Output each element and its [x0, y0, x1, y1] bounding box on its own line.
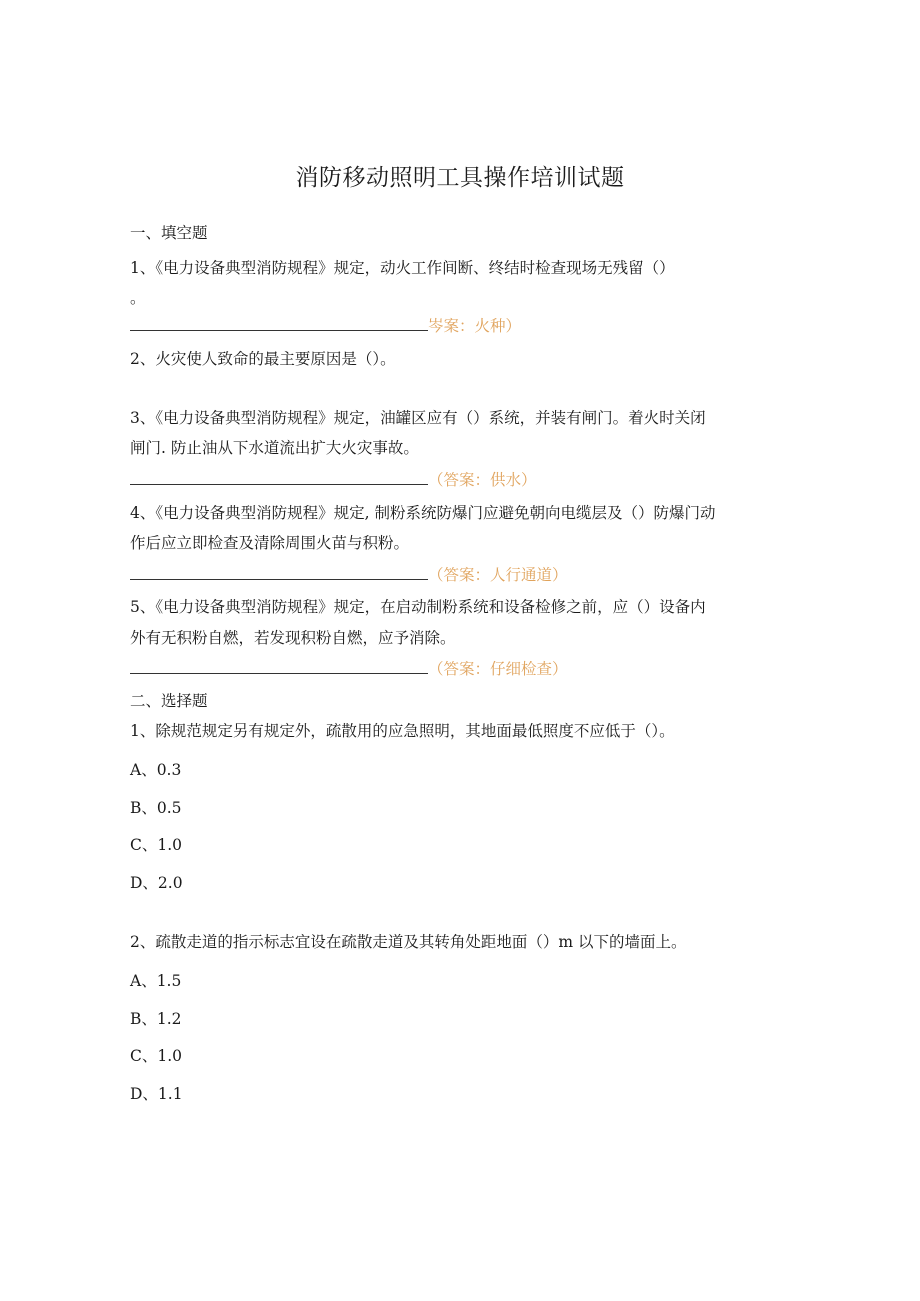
question-5-answer: （答案：仔细检查） — [428, 660, 568, 678]
answer-blank — [130, 470, 428, 485]
choice-1-option-c: C、1.0 — [130, 836, 183, 854]
question-3-line-2: 闸门. 防止油从下水道流出扩大火灾事故。 — [130, 439, 419, 457]
question-5-line-1: 5、《电力设备典型消防规程》规定，在启动制粉系统和设备检修之前，应（）设备内 — [130, 598, 706, 616]
question-1-answer: 岑案：火种） — [428, 317, 522, 335]
question-4-line-1: 4、《电力设备典型消防规程》规定, 制粉系统防爆门应避免朝向电缆层及（）防爆门动 — [130, 504, 716, 522]
answer-blank — [130, 316, 428, 331]
page-title: 消防移动照明工具操作培训试题 — [295, 165, 625, 191]
question-3-answer-row — [130, 469, 537, 491]
choice-question-2-stem: 2、疏散走道的指示标志宜设在疏散走道及其转角处距地面（）m 以下的墙面上。 — [130, 933, 687, 951]
question-4-answer: （答案：人行通道） — [428, 566, 568, 584]
question-1-answer-row — [130, 315, 521, 337]
question-1-line-2: 。 — [130, 289, 146, 307]
choice-2-option-c: C、1.0 — [130, 1047, 183, 1065]
section-heading-choice: 二、选择题 — [130, 692, 208, 710]
choice-2-option-b: B、1.2 — [130, 1010, 182, 1028]
choice-question-1-stem: 1、除规范规定另有规定外，疏散用的应急照明，其地面最低照度不应低于（）。 — [130, 722, 675, 740]
question-1-line-1: 1、《电力设备典型消防规程》规定，动火工作间断、终结时检查现场无残留（） — [130, 259, 675, 277]
choice-1-option-d: D、2.0 — [130, 874, 183, 892]
question-5-line-2: 外有无积粉自燃，若发现积粉自燃，应予消除。 — [130, 629, 456, 647]
choice-2-option-a: A、1.5 — [130, 972, 182, 990]
question-4-answer-row — [130, 564, 568, 586]
question-2-line-1: 2、火灾使人致命的最主要原因是（）。 — [130, 350, 396, 368]
question-5-answer-row — [130, 658, 568, 680]
section-heading-fill-in: 一、填空题 — [130, 224, 208, 242]
choice-1-option-b: B、0.5 — [130, 799, 182, 817]
question-4-line-2: 作后应立即检查及清除周围火苗与积粉。 — [130, 534, 410, 552]
answer-blank — [130, 659, 428, 674]
question-3-answer: （答案：供水） — [428, 471, 537, 489]
question-3-line-1: 3、《电力设备典型消防规程》规定，油罐区应有（）系统，并装有闸门。着火时关闭 — [130, 409, 706, 427]
choice-1-option-a: A、0.3 — [130, 761, 182, 779]
choice-2-option-d: D、1.1 — [130, 1085, 183, 1103]
answer-blank — [130, 565, 428, 580]
